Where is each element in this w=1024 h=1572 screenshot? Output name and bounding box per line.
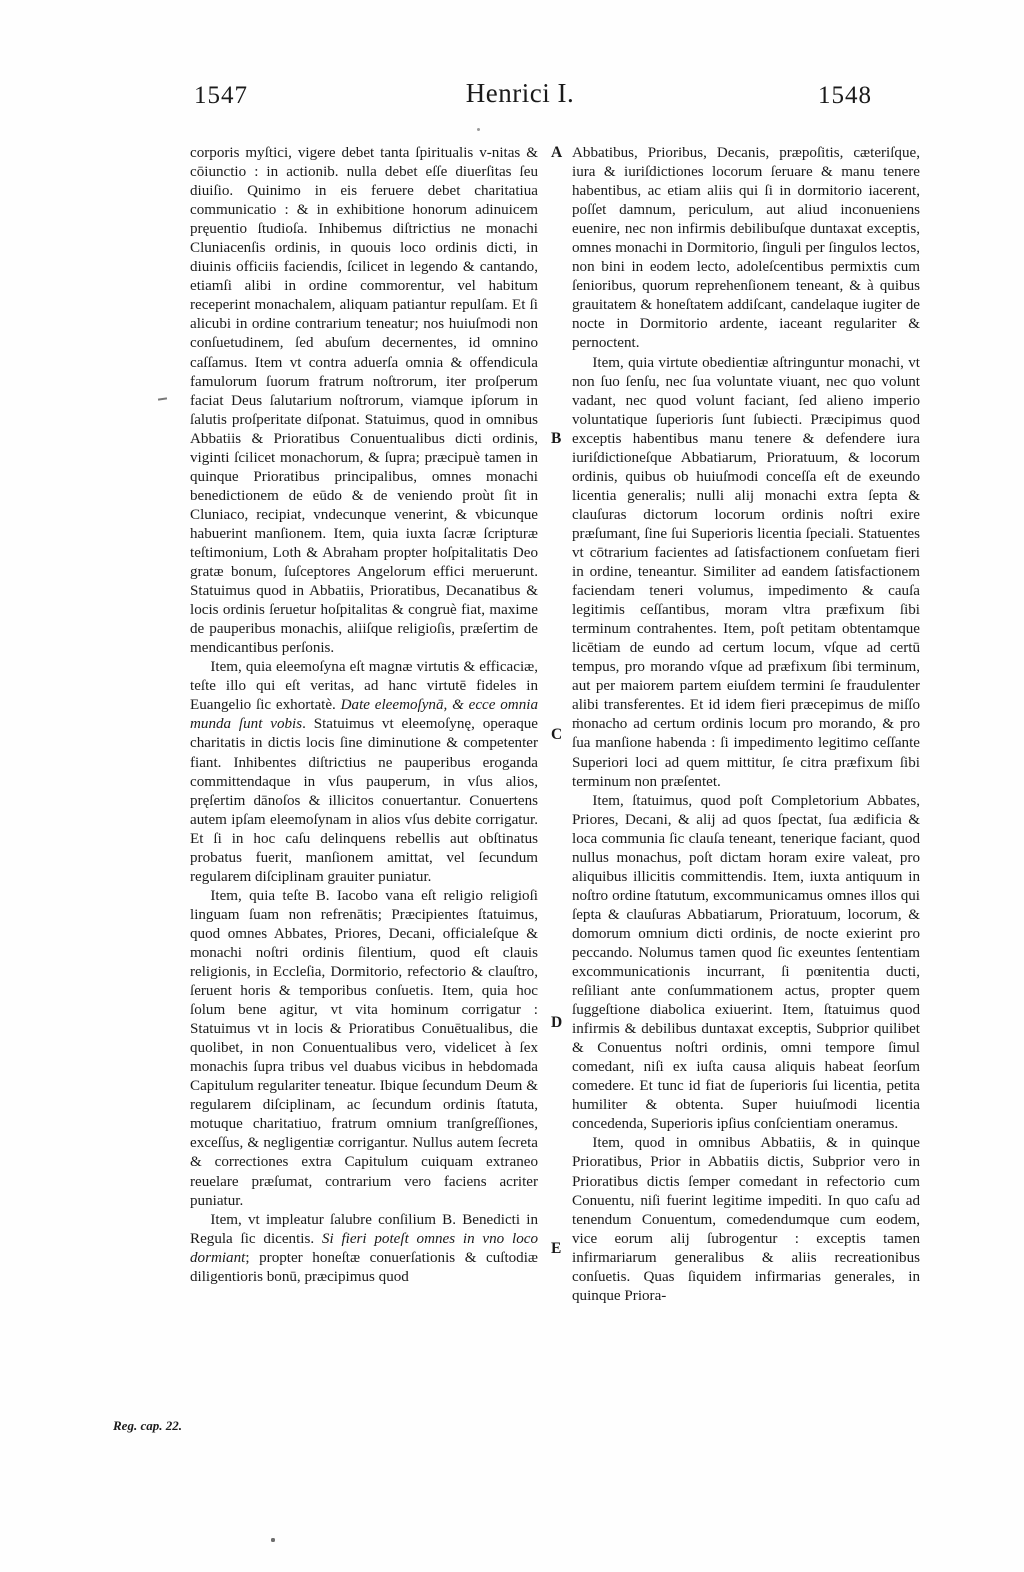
body-text: Item, quia teſte B. Iacobo vana eſt religio religioſi linguam ſuam non refrenātis; Præcipientes ſtatuimus, quod omnes Abbates, Priores, Decani, officialeſque & monachi noſtri ordinis ſilentium, quod eſt clauis religionis, in Eccleſia, Dormitorio, refectorio & clauſtro, ſeruent horis & temporibus conſuetis. Item, quia hoc ſolum bene agitur, vt vita hominum corrigatur : Statuimus vt in locis & Prioratibus Conuētualibus, die quolibet, in non Conuentualibus vero, videlicet à ſex monachis ſupra tribus vel duabus vicibus in hebdomada Capitulum regulariter teneatur. Ibique ſecundum Deum & regularem diſciplinam, ac ſecundum ordinis ſtatuta, motuque charitatiuo, fratrum omnium tranſgreſſiones, exceſſus, & negligentiæ corrigantur. Nullus autem ſecreta & correctiones extra Capitulum cuiquam extraneo reuelare præſumat, contrarium vero faciens acriter puniatur.: [190, 887, 538, 1209]
body-text: Item, quia virtute obedientiæ aſtringuntur monachi, vt non ſuo ſenſu, nec ſua voluntate viuant, nec quo volunt vadant, nec quod volunt faciant, ſed alieno imperio voluntatique ſuperioris ſunt ſubiecti. Præcipimus quod exceptis habentibus manu tenere & defendere iura iuriſdictioneſque Abbatiarum, Prioratuum, & locorum ordinis, quibus ob huiuſmodi conceſſa eſt de exeundo licentia generalis; nulli alij monachi extra ſepta & clauſuras dictorum locorum ordinis noſtri exire præſumant, ſine ſui Superioris licentia ſpeciali. Statuentes vt cōtrarium facientes ad ſatisfactionem conſuetam fieri in ordine, teneantur. Similiter ad eandem ſatisfactionem faciendam teneri volumus, impedimento & cauſa legitimis ceſſantibus, moram vltra præfixum ſibi terminum contrahentes. Item, poſt petitam obtentamque licētiam de eundo ad certum locum, vſque ad certū tempus, pro morando vſque ad præfixum ſibi terminum, aut per maiorem partem eiuſdem termini ſe fraudulenter alibi transferentes. Et id idem fieri præcepimus de miſſo ṁonacho ad certum ordinis locum pro morando, & pro ſua manſione habenda : ſi impedimento legitimo ceſſante Superiori loci ad quem mittitur, ſe citra præfixum ſibi terminum non præſentet.: [572, 354, 920, 790]
running-head: [150, 78, 890, 122]
margin-letter-b: B: [551, 430, 562, 447]
column-left: [190, 144, 538, 1287]
quoted-italic-text: Si fieri poteſt omnes in vno loco dormiant: [190, 1230, 538, 1266]
margin-letter-d: D: [551, 1014, 563, 1031]
body-text: Item, vt impleatur ſalubre conſilium B. Benedicti in Regula ſic dicentis.: [190, 1211, 538, 1247]
body-text: ; propter honeſtæ conuerſationis & cuſtodiæ diligentioris bonū, præcipimus quod: [190, 1249, 538, 1285]
scan-artifact-dash: [158, 397, 167, 400]
right-column-paragraph: [572, 144, 920, 354]
quoted-italic-text: Date eleemoſynā, & ecce omnia munda ſunt vobis: [190, 697, 538, 733]
left-column-paragraph: [190, 887, 538, 1211]
body-text: Item, quia eleemoſyna eſt magnæ virtutis & efficaciæ, teſte illo qui eſt veritas, ad hanc virtutē fideles in Euangelio ſic exhortatè.: [190, 659, 538, 714]
column-right: [572, 144, 920, 1306]
right-column-paragraph: [572, 1134, 920, 1305]
page-title: Henrici I.: [465, 78, 575, 108]
body-text: Abbatibus, Prioribus, Decanis, præpoſitis, cæteriſque, iura & iuriſdictiones locorum ſeruare & manu tenere habentibus, ac etiam aliis qui ſi in dormitorio iacerent, poſſet damnum, periculum, aut aliud inconueniens euenire, nec non infirmis debilibuſque duntaxat exceptis, omnes monachi in Dormitorio, ſinguli per ſingulos lectos, non bini in eodem lecto, adoleſcentibus permixtis cum ſenioribus, quorum reprehenſionem teneant, & à quibus grauitatem & honeſtatem addiſcant, candelaque iugiter de nocte in Dormitorio ardente, iaceant regulariter & pernoctent.: [572, 145, 920, 352]
body-text: corporis myſtici, vigere debet tanta ſpiritualis v-nitas & cōiunctio : in actionib. nulla debet eſſe diuerſitas ſeu diuiſio. Quinimo in eis feruere debet charitatiua communicatio : & in exhibitione honorum adinuicem prę‍uentio ſtudioſa. Inhibemus diſtrictius ne monachi Cluniacenſis ordinis, in quouis loco ordinis dicti, in diuinis officiis faciendis, ſcilicet in legendo & cantando, etiamſi alibi in ordine commorentur, vel habitum receperint monachalem, aliquam patiantur repulſam. Et ſi alicubi in ordine contrarium teneatur; nos huiuſmodi non conſuetudinem, ſed abuſum decernentes, id omnino caſſamus. Item vt contra aduerſa omnia & offendicula famulorum ſuorum fratrum noſtrorum, iter proſperum faciat Deus ſalutarium noſtrorum, viamque ipſorum in ſalutis proſperitate diſponat. Statuimus, quod in omnibus Abbatiis & Prioratibus Conuentualibus dicti ordinis, viginti ſcilicet monachorum, & ſupra; præcipuè tamen in quinque Prioratibus principalibus, omnes monachi benedictionem de eūdo & de veniendo proùt ſit in Cluniaco, recipiat, vndecunque venerint, & vbicunque habuerint manſionem. Item, quia iuxta ſacræ ſcripturæ teſtimonium, Loth & Abraham propter hoſpitalitatis Deo gratæ bonum, ſuſceptores Angelorum effici meruerunt. Statuimus quod in Abbatiis, Prioratibus, Decanatibus & locis ordinis ſeruetur hoſpitalitas & congruè fiat, maxime de pauperibus monachis, aliiſque religioſis, præſertim de mendicantibus perſonis.: [190, 145, 538, 657]
margin-letter-e: E: [551, 1240, 562, 1257]
scan-artifact-dot: [477, 128, 480, 131]
left-column-paragraph: [190, 144, 538, 658]
folio-number-right: 1548: [818, 82, 872, 109]
margin-letter-c: C: [551, 726, 563, 743]
left-column-paragraph: [190, 658, 538, 887]
margin-reference-note: Reg. cap. 22.: [113, 1418, 182, 1433]
right-column-paragraph: [572, 792, 920, 1135]
body-text: Item, quod in omnibus Abbatiis, & in quinque Prioratibus, Prior in Abbatiis dictis, Subprior vero in Prioratibus dictis ſemper comedant in refectorio cum Conuentu, niſi fuerint legitime impediti. In quo caſu ad tenendum Conuentum, comedendumque cum eodem, vice eorum alij ſubrogentur : exceptis tamen infirmariarum generalibus & aliis recreationibus conſuetis. Quas ſiquidem infirmarias generales, in quinque Priora-: [572, 1135, 920, 1304]
right-column-paragraph: [572, 354, 920, 792]
margin-letter-a: A: [551, 144, 563, 161]
left-column-paragraph: [190, 1211, 538, 1287]
scan-artifact-speck: [271, 1538, 275, 1542]
folio-number-left: 1547: [194, 82, 248, 109]
body-text: Item, ſtatuimus, quod poſt Completorium Abbates, Priores, Decani, & alij ad quos ſpectat, ſua ædificia & loca communia ſic clauſa teneant, tenerique faciant, quod nullus monachus, poſt dictam horam exire valeat, pro aliquibus illicitis committendis. Item, iuxta antiquum in noſtro ordine ſtatutum, excommunicamus omnes illos qui ſepta & clauſuras Abbatiarum, Prioratuum, locorum, & domorum omnium dicti ordinis, de nocte exierint pro peccando. Nolumus tamen quod ſic exeuntes ſententiam excommunicationis incurrant, ſi pœnitentia ducti, reſiliant ante conſummationem actus, propter quem ſuggeſtione diabolica exiuerint. Item, ſtatuimus quod infirmis & debilibus duntaxat exceptis, Subprior quilibet & Conuentus noſtri ordinis, omni tempore ſimul comedant, niſi ex iuſta causa aliquis habeat ſeorſum comedere. Et tunc id fiat de ſuperioris ſui licentia, petita humiliter & obtenta. Super huiuſmodi licentia concedenda, Superioris ipſius conſcientiam oneramus.: [572, 792, 920, 1133]
body-text: . Statuimus vt eleemoſynę, operaque charitatis in dictis locis ſine diminutione & competenter fiant. Inhibentes diſtrictius ne pauperibus eroganda committendaque in vſus pauperum, in vſus alios, prę‍ſertim dānoſos & illicitos conuertantur. Conuertens autem ipſam eleemoſynam in alios vſus debite corrigatur. Et ſi in hoc caſu delinquens rebellis aut obſtinatus probatus fuerit, manſionem amittat, vel ſecundum regularem diſciplinam grauiter puniatur.: [190, 716, 538, 885]
